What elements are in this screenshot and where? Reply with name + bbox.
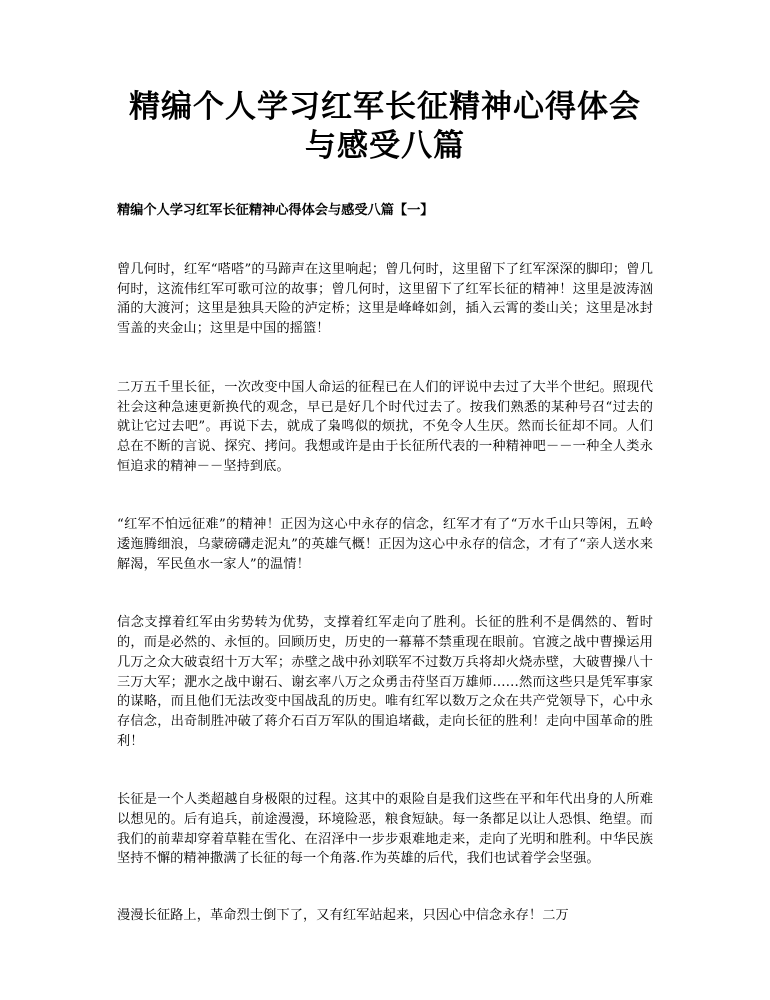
document-page — [117, 0, 653, 1000]
paragraph-6: 漫漫长征路上，革命烈士倒下了，又有红军站起来，只因心中信念永存！二万 — [117, 908, 569, 924]
paragraph-2: 二万五千里长征，一次改变中国人命运的征程已在人们的评说中去过了大半个世纪。照现代社会这种急速更新换代的观念，早已是好几个时代过去了。按我们熟悉的某种号召“过去的就让它过去吧”。再说下去，就成了枭鸣似的烦扰，不免令人生厌。然而长征却不同。人们总在不断的言说、探究、拷问。我想或许是由于长征所代表的一种精神吧－－一种全人类永恒追求的精神－－坚持到底。 — [117, 379, 653, 474]
document-title: 精编个人学习红军长征精神心得体会与感受八篇 — [129, 89, 641, 164]
paragraph-1: 曾几何时，红军“嗒嗒”的马蹄声在这里响起；曾几何时，这里留下了红军深深的脚印；曾几何时，这流伟红军可歌可泣的故事；曾几何时，这里留下了红军长征的精神！这里是波涛汹涌的大渡河；这里是独具天险的泸定桥；这里是峰峰如剑，插入云霄的娄山关；这里是冰封雪盖的夹金山；这里是中国的摇篮！ — [117, 262, 653, 337]
paragraph-3: “红军不怕远征难”的精神！正因为这心中永存的信念，红军才有了“万水千山只等闲，五岭逶迤腾细浪，乌蒙磅礴走泥丸”的英雄气概！正因为这心中永存的信念，才有了“亲人送水来解渴，军民鱼水一家人”的温情！ — [117, 517, 653, 572]
paragraph-4: 信念支撑着红军由劣势转为优势，支撑着红军走向了胜利。长征的胜利不是偶然的、暂时的，而是必然的、永恒的。回顾历史，历史的一幕幕不禁重现在眼前。官渡之战中曹操运用几万之众大破袁绍十万大军；赤壁之战中孙刘联军不过数万兵将却火烧赤壁，大破曹操八十三万大军；淝水之战中谢石、谢玄率八万之众勇击苻坚百万雄师……然而这些只是凭军事家的谋略，而且他们无法改变中国战乱的历史。唯有红军以数万之众在共产党领导下，心中永存信念，出奇制胜冲破了蒋介石百万军队的围追堵截，走向长征的胜利！走向中国革命的胜利！ — [117, 615, 653, 749]
paragraph-5: 长征是一个人类超越自身极限的过程。这其中的艰险自是我们这些在平和年代出身的人所难以想见的。后有追兵，前途漫漫，环境险恶，粮食短缺。每一条都足以让人恐惧、绝望。而我们的前辈却穿着草鞋在雪化、在沼泽中一步步艰难地走来，走向了光明和胜利。中华民族坚持不懈的精神撒满了长征的每一个角落.作为英雄的后代，我们也试着学会坚强。 — [117, 792, 653, 867]
section-heading: 精编个人学习红军长征精神心得体会与感受八篇【一】 — [117, 203, 434, 218]
